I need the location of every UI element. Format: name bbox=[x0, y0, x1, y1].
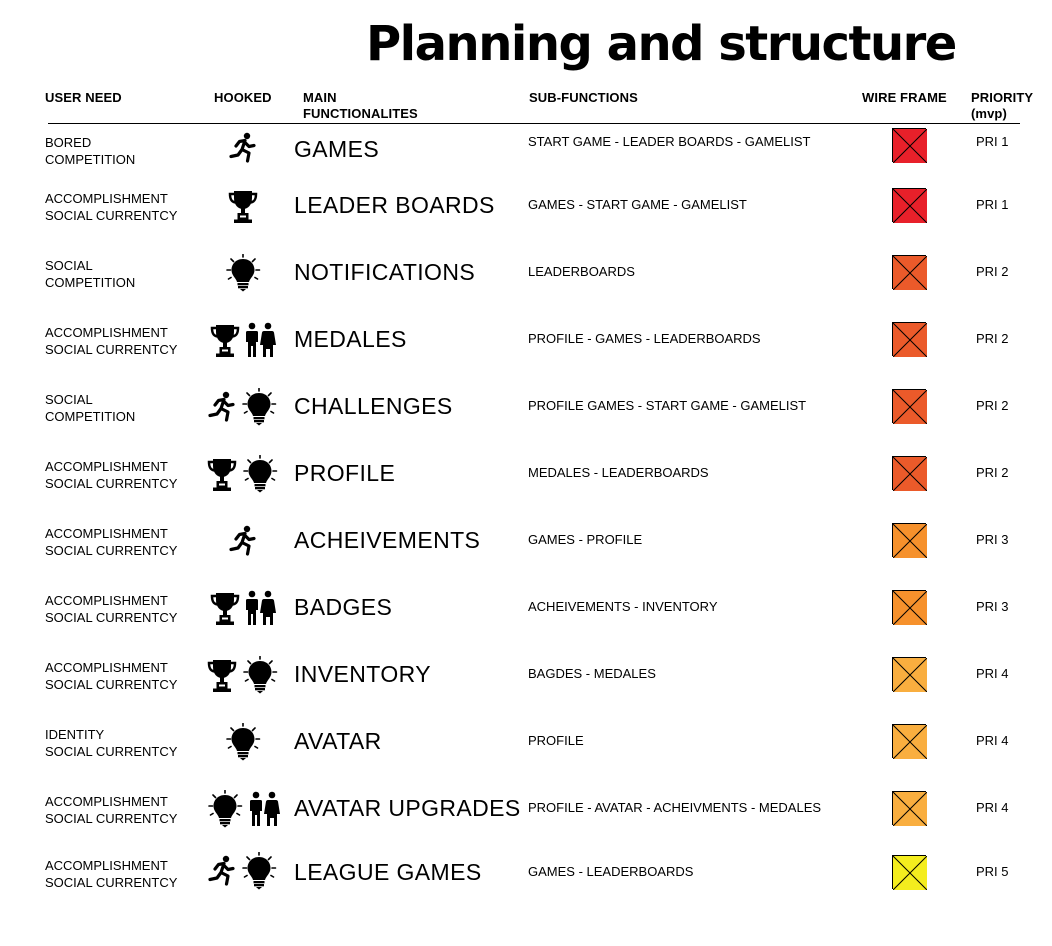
people-icon bbox=[243, 322, 277, 358]
header-divider bbox=[48, 123, 1020, 124]
wireframe-box bbox=[892, 724, 926, 758]
hooked-icons bbox=[200, 253, 286, 293]
wireframe-box bbox=[892, 322, 926, 356]
priority-label: PRI 2 bbox=[976, 398, 1009, 413]
user-need-cell bbox=[45, 857, 177, 891]
user-need-line2: SOCIAL CURRENTCY bbox=[45, 208, 178, 223]
header-priority-line2: (mvp) bbox=[971, 106, 1007, 121]
lightbulb-icon bbox=[205, 790, 245, 828]
wireframe-box bbox=[892, 791, 926, 825]
main-functionality: PROFILE bbox=[294, 460, 396, 486]
sub-functions: MEDALES - LEADERBOARDS bbox=[528, 465, 709, 480]
sub-functions: ACHEIVEMENTS - INVENTORY bbox=[528, 599, 718, 614]
running-person-icon bbox=[228, 132, 258, 164]
sub-functions: LEADERBOARDS bbox=[528, 264, 635, 279]
sub-functions: PROFILE - GAMES - LEADERBOARDS bbox=[528, 331, 761, 346]
people-icon bbox=[243, 590, 277, 626]
priority-label: PRI 2 bbox=[976, 331, 1009, 346]
user-need-line1: SOCIAL bbox=[45, 258, 93, 273]
page-title: Planning and structure bbox=[366, 16, 956, 72]
user-need-line1: ACCOMPLISHMENT bbox=[45, 858, 168, 873]
main-functionality: INVENTORY bbox=[294, 661, 431, 687]
user-need-line2: SOCIAL CURRENTCY bbox=[45, 677, 178, 692]
hooked-icons bbox=[200, 128, 286, 168]
user-need-line2: SOCIAL CURRENTCY bbox=[45, 875, 178, 890]
hooked-icons bbox=[200, 387, 286, 427]
priority-label: PRI 4 bbox=[976, 733, 1009, 748]
user-need-line2: COMPETITION bbox=[45, 409, 136, 424]
trophy-icon bbox=[209, 591, 241, 625]
user-need-cell bbox=[45, 525, 177, 559]
wireframe-box bbox=[892, 128, 926, 162]
priority-label: PRI 4 bbox=[976, 800, 1009, 815]
sub-functions: PROFILE - AVATAR - ACHEIVMENTS - MEDALES bbox=[528, 800, 822, 815]
wireframe-box bbox=[892, 523, 926, 557]
priority-label: PRI 3 bbox=[976, 599, 1009, 614]
hooked-icons bbox=[200, 789, 286, 829]
user-need-line1: ACCOMPLISHMENT bbox=[45, 794, 168, 809]
user-need-cell bbox=[45, 134, 135, 168]
main-functionality: AVATAR UPGRADES bbox=[294, 795, 521, 821]
user-need-line2: COMPETITION bbox=[45, 275, 136, 290]
user-need-cell bbox=[45, 190, 177, 224]
wireframe-box bbox=[892, 855, 926, 889]
header-hooked: HOOKED bbox=[214, 90, 272, 105]
hooked-icons bbox=[200, 588, 286, 628]
user-need-line1: ACCOMPLISHMENT bbox=[45, 526, 168, 541]
main-functionality: BADGES bbox=[294, 594, 393, 620]
main-functionality: NOTIFICATIONS bbox=[294, 259, 476, 285]
user-need-cell bbox=[45, 257, 135, 291]
wireframe-box bbox=[892, 255, 926, 289]
user-need-cell bbox=[45, 391, 135, 425]
wireframe-box bbox=[892, 188, 926, 222]
user-need-line1: ACCOMPLISHMENT bbox=[45, 459, 168, 474]
user-need-line1: ACCOMPLISHMENT bbox=[45, 660, 168, 675]
header-priority bbox=[971, 90, 1033, 122]
priority-label: PRI 1 bbox=[976, 134, 1009, 149]
running-person-icon bbox=[207, 855, 237, 887]
main-functionality: ACHEIVEMENTS bbox=[294, 527, 481, 553]
header-wire-frame: WIRE FRAME bbox=[862, 90, 947, 105]
people-icon bbox=[247, 791, 281, 827]
user-need-line1: ACCOMPLISHMENT bbox=[45, 191, 168, 206]
header-main-line1: MAIN bbox=[303, 90, 337, 105]
user-need-line2: SOCIAL CURRENTCY bbox=[45, 744, 178, 759]
sub-functions: GAMES - PROFILE bbox=[528, 532, 643, 547]
hooked-icons bbox=[200, 655, 286, 695]
lightbulb-icon bbox=[239, 852, 279, 890]
hooked-icons bbox=[200, 722, 286, 762]
hooked-icons bbox=[200, 454, 286, 494]
lightbulb-icon bbox=[223, 723, 263, 761]
header-main-functionalities bbox=[303, 90, 418, 122]
sub-functions: START GAME - LEADER BOARDS - GAMELIST bbox=[528, 134, 811, 149]
hooked-icons bbox=[200, 186, 286, 226]
running-person-icon bbox=[228, 525, 258, 557]
user-need-cell bbox=[45, 726, 177, 760]
main-functionality: AVATAR bbox=[294, 728, 382, 754]
trophy-icon bbox=[206, 457, 238, 491]
priority-label: PRI 4 bbox=[976, 666, 1009, 681]
user-need-line1: ACCOMPLISHMENT bbox=[45, 593, 168, 608]
trophy-icon bbox=[209, 323, 241, 357]
hooked-icons bbox=[200, 320, 286, 360]
header-sub-functions: SUB-FUNCTIONS bbox=[529, 90, 638, 105]
main-functionality: LEADER BOARDS bbox=[294, 192, 495, 218]
wireframe-box bbox=[892, 456, 926, 490]
main-functionality: GAMES bbox=[294, 136, 380, 162]
priority-label: PRI 2 bbox=[976, 465, 1009, 480]
lightbulb-icon bbox=[240, 656, 280, 694]
user-need-line1: BORED bbox=[45, 135, 92, 150]
user-need-line2: COMPETITION bbox=[45, 152, 136, 167]
lightbulb-icon bbox=[240, 455, 280, 493]
priority-label: PRI 1 bbox=[976, 197, 1009, 212]
hooked-icons bbox=[200, 521, 286, 561]
main-functionality: CHALLENGES bbox=[294, 393, 453, 419]
main-functionality: LEAGUE GAMES bbox=[294, 859, 482, 885]
hooked-icons bbox=[200, 851, 286, 891]
trophy-icon bbox=[206, 658, 238, 692]
sub-functions: GAMES - LEADERBOARDS bbox=[528, 864, 694, 879]
user-need-cell bbox=[45, 458, 177, 492]
lightbulb-icon bbox=[239, 388, 279, 426]
user-need-line2: SOCIAL CURRENTCY bbox=[45, 543, 178, 558]
main-functionality: MEDALES bbox=[294, 326, 407, 352]
sub-functions: GAMES - START GAME - GAMELIST bbox=[528, 197, 747, 212]
user-need-line2: SOCIAL CURRENTCY bbox=[45, 811, 178, 826]
wireframe-box bbox=[892, 657, 926, 691]
user-need-cell bbox=[45, 793, 177, 827]
user-need-line2: SOCIAL CURRENTCY bbox=[45, 476, 178, 491]
wireframe-box bbox=[892, 389, 926, 423]
user-need-line1: SOCIAL bbox=[45, 392, 93, 407]
user-need-line2: SOCIAL CURRENTCY bbox=[45, 610, 178, 625]
trophy-icon bbox=[227, 189, 259, 223]
user-need-line1: ACCOMPLISHMENT bbox=[45, 325, 168, 340]
priority-label: PRI 3 bbox=[976, 532, 1009, 547]
header-priority-line1: PRIORITY bbox=[971, 90, 1034, 105]
sub-functions: PROFILE bbox=[528, 733, 584, 748]
sub-functions: BAGDES - MEDALES bbox=[528, 666, 656, 681]
priority-label: PRI 5 bbox=[976, 864, 1009, 879]
priority-label: PRI 2 bbox=[976, 264, 1009, 279]
user-need-line2: SOCIAL CURRENTCY bbox=[45, 342, 178, 357]
wireframe-box bbox=[892, 590, 926, 624]
header-user-need: USER NEED bbox=[45, 90, 122, 105]
user-need-cell bbox=[45, 324, 177, 358]
sub-functions: PROFILE GAMES - START GAME - GAMELIST bbox=[528, 398, 807, 413]
header-main-line2: FUNCTIONALITES bbox=[303, 106, 418, 121]
user-need-cell bbox=[45, 659, 177, 693]
user-need-line1: IDENTITY bbox=[45, 727, 105, 742]
running-person-icon bbox=[207, 391, 237, 423]
user-need-cell bbox=[45, 592, 177, 626]
lightbulb-icon bbox=[223, 254, 263, 292]
